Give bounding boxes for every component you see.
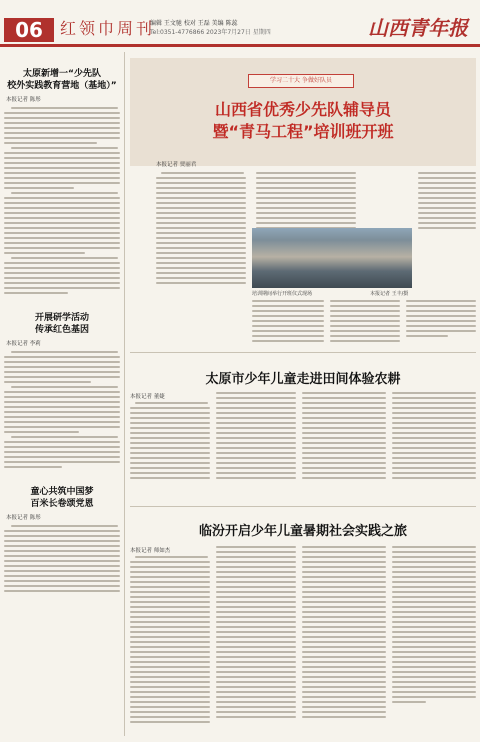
- page-number: 06: [4, 18, 54, 42]
- article-6-body-col-3: [302, 546, 386, 718]
- header-rule: [0, 44, 480, 47]
- article-6-body-col-1: [130, 556, 210, 723]
- article-6-body-col-4: [392, 546, 476, 703]
- article-1-title-line-2: 校外实践教育营地（基地）”: [7, 81, 117, 91]
- article-1-title-line-1: 太原新增一“少先队: [23, 69, 101, 79]
- article-5-body-col-4: [392, 392, 476, 479]
- contact-date: Tel:0351-4776866 2023年7月27日 星期四: [150, 29, 271, 36]
- feature-kicker: 学习二十大 争做好队员: [248, 74, 354, 88]
- article-6-body-col-2: [216, 546, 296, 718]
- page-header: [0, 0, 480, 44]
- newspaper-logo: 山西青年报: [368, 16, 468, 40]
- article-2-byline: 本报记者 李莉: [6, 341, 41, 347]
- feature-title-line-1: 山西省优秀少先队辅导员: [214, 100, 391, 119]
- section-title: 红领巾周刊: [60, 19, 156, 38]
- article-3-byline: 本报记者 陈彤: [6, 515, 41, 521]
- article-2-title-line-1: 开展研学活动: [34, 313, 89, 323]
- photo-credit: 本报记者 王丰/摄: [370, 291, 409, 297]
- section-rule-1: [130, 352, 476, 353]
- article-1-body: [4, 107, 120, 294]
- left-column: [4, 50, 120, 592]
- article-3-title-line-2: 百米长卷颂党恩: [30, 499, 94, 509]
- article-5-body-col-3: [302, 392, 386, 479]
- photo-caption: 培训期间举行开班仪式现场: [252, 291, 313, 297]
- editor-credits: 编辑 王文驰 校对 王磊 美编 陈蕊: [150, 20, 238, 27]
- feature-byline: 本报记者 贾丽君: [156, 162, 197, 168]
- section-rule-2: [130, 506, 476, 507]
- article-6-byline: 本报记者 师如杰: [130, 548, 171, 554]
- article-5-byline: 本报记者 董婕: [130, 394, 165, 400]
- article-5-body-col-1: [130, 402, 210, 479]
- feature-body-col-5: [406, 300, 476, 337]
- column-divider: [124, 52, 125, 736]
- training-class-photo: [252, 228, 412, 288]
- feature-body-col-3: [252, 300, 324, 342]
- article-3-body: [4, 525, 120, 592]
- article-2-title-line-2: 传承红色基因: [34, 325, 89, 335]
- article-6-title: 临汾开启少年儿童暑期社会实践之旅: [198, 524, 407, 539]
- feature-body-col-4: [330, 300, 400, 342]
- article-2-body: [4, 351, 120, 468]
- feature-body-col-6: [418, 172, 476, 229]
- article-5-title: 太原市少年儿童走进田间体验农耕: [205, 372, 401, 387]
- article-5-body-col-2: [216, 392, 296, 479]
- feature-title-line-2: 暨“青马工程”培训班开班: [212, 122, 394, 141]
- feature-body-col-1: [156, 172, 246, 284]
- article-1-byline: 本报记者 陈彤: [6, 97, 41, 103]
- article-3-title-line-1: 童心共筑中国梦: [30, 487, 94, 497]
